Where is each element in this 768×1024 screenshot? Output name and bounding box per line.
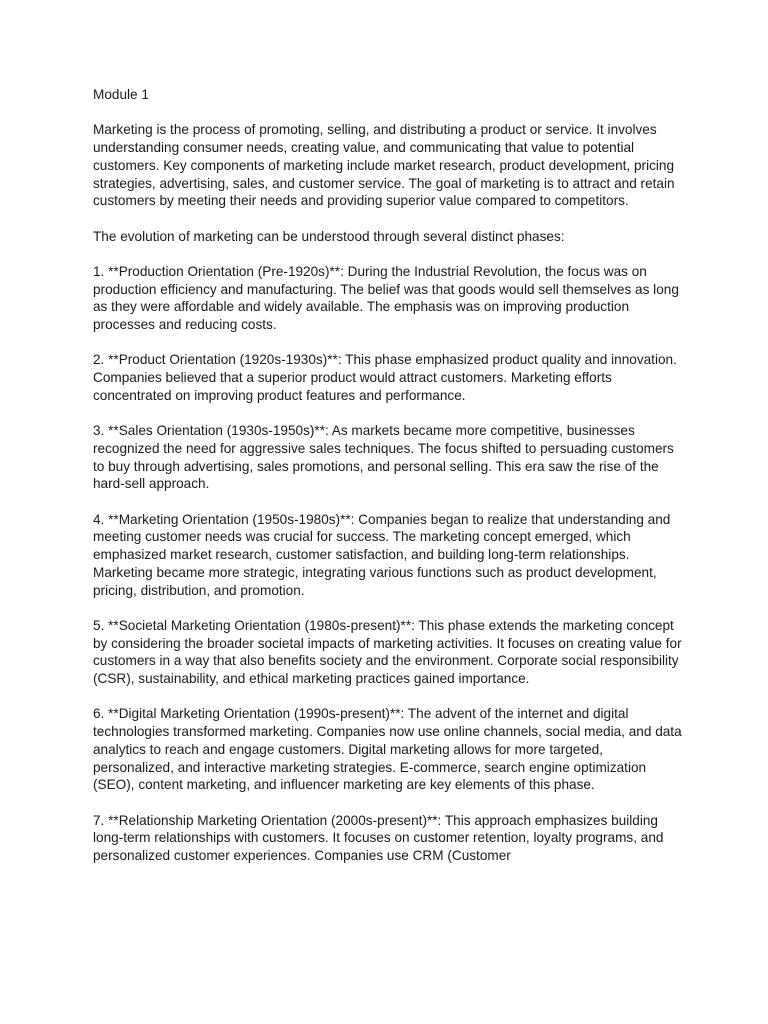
intro-paragraph: Marketing is the process of promoting, selling, and distributing a product or service. It involves understanding consumer needs, creating value, and communicating that value to potential customers. Key components of marketing include market research, product development, pricing strategies, advertising, sales, and customer service. The goal of marketing is to attract and retain customers by meeting their needs and providing superior value compared to competitors. bbox=[93, 122, 675, 209]
phase-paragraph-7: 7. **Relationship Marketing Orientation (2000s-present)**: This approach emphasizes building long-term relationships with customers. It focuses on customer retention, loyalty programs, and personalized customer experiences. Companies use CRM (Customer bbox=[93, 812, 664, 864]
document-title: Module 1 bbox=[93, 87, 149, 102]
evolution-intro-paragraph: The evolution of marketing can be understood through several distinct phases: bbox=[93, 228, 565, 244]
phase-paragraph-4: 4. **Marketing Orientation (1950s-1980s)**: Companies began to realize that understanding and meeting customer needs was crucial for success. The marketing concept emerged, which emphasized market research, customer satisfaction, and building long-term relationships. Marketing became more strategic, integrating various functions such as product development, pricing, distribution, and promotion. bbox=[93, 511, 671, 598]
phase-paragraph-3: 3. **Sales Orientation (1930s-1950s)**: As markets became more competitive, businesses recognized the need for aggressive sales techniques. The focus shifted to persuading customers to buy through advertising, sales promotions, and personal selling. This era saw the rise of the hard-sell approach. bbox=[93, 423, 674, 492]
phase-paragraph-5: 5. **Societal Marketing Orientation (1980s-present)**: This phase extends the marketing concept by considering the broader societal impacts of marketing activities. It focuses on creating value for customers in a way that also benefits society and the environment. Corporate social responsibility (CSR), sustainability, and ethical marketing practices gained importance. bbox=[93, 617, 682, 687]
phase-paragraph-6: 6. **Digital Marketing Orientation (1990s-present)**: The advent of the internet and digital technologies transformed marketing. Companies now use online channels, social media, and data analytics to reach and engage customers. Digital marketing allows for more targeted, personalized, and interactive marketing strategies. E-commerce, search engine optimization (SEO), content marketing, and influencer marketing are key elements of this phase. bbox=[93, 706, 682, 793]
document-page bbox=[93, 86, 683, 882]
phase-paragraph-1: 1. **Production Orientation (Pre-1920s)**: During the Industrial Revolution, the focus was on production efficiency and manufacturing. The belief was that goods would sell themselves as long as they were affordable and widely available. The emphasis was on improving production processes and reducing costs. bbox=[93, 263, 679, 333]
phase-paragraph-2: 2. **Product Orientation (1920s-1930s)**: This phase emphasized product quality and innovation. Companies believed that a superior product would attract customers. Marketing efforts concentrated on improving product features and performance. bbox=[93, 352, 677, 403]
